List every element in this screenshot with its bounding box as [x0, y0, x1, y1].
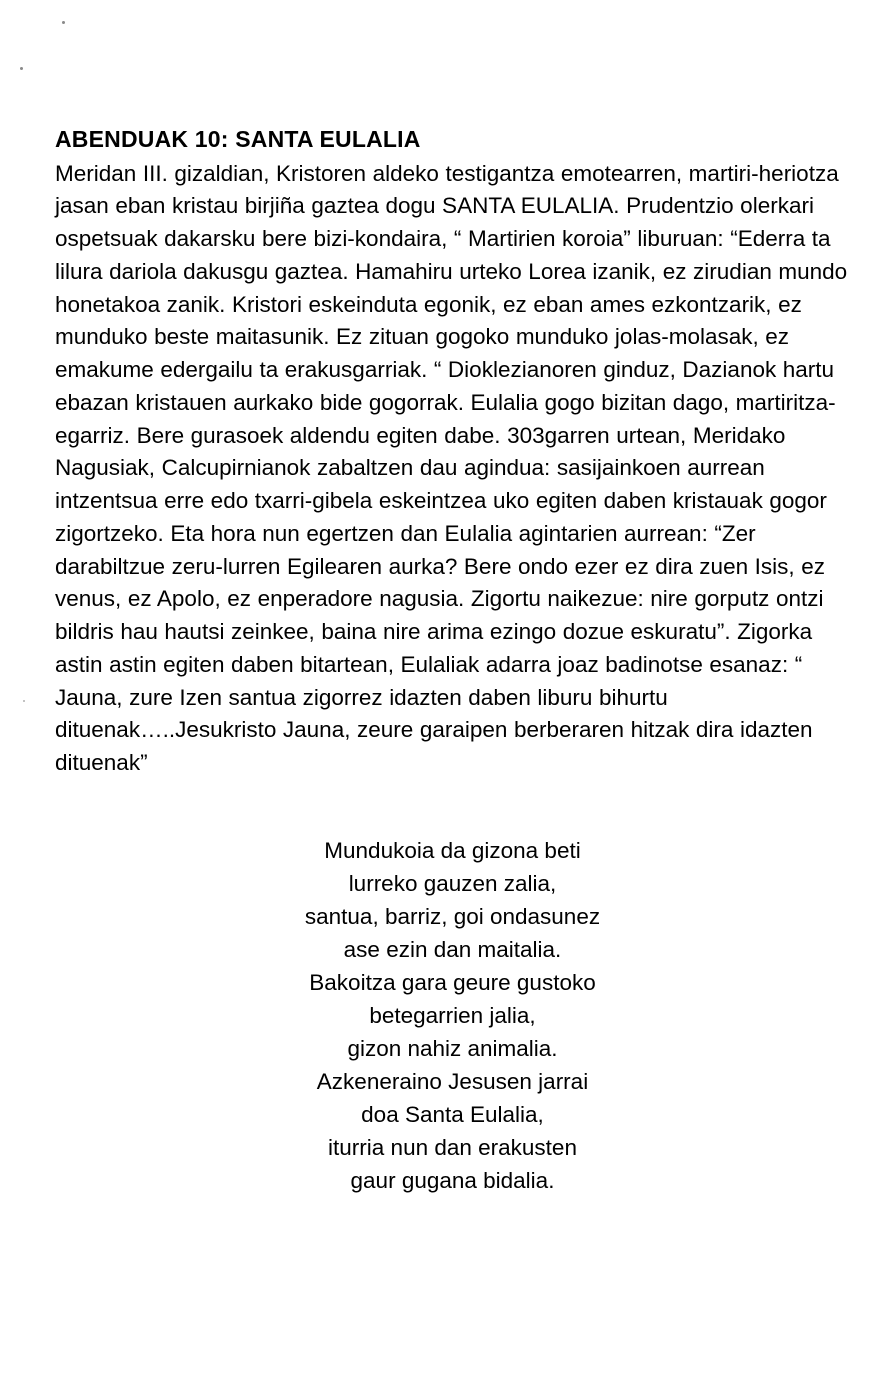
poem-line: Bakoitza gara geure gustoko	[309, 969, 596, 995]
poem-line: gaur gugana bidalia.	[350, 1168, 555, 1194]
body-paragraph: Meridan III. gizaldian, Kristoren aldeko testigantza emotearren, martiri-heriotza jasan eban kristau birjiña gaztea dogu SANTA EULALIA. Prudentzio olerkari ospetsuak dakarsku bere bizi-kondaira, “ Martirien koroia” liburuan: “Ederra ta lilura dariola dakusgu gaztea. Hamahiru urteko Lorea izanik, ez zirudian mundo honetakoa zanik. Kristori eskeinduta egonik, ez eban ames ezkontzarik, ez munduko beste maitasunik. Ez zituan gogoko munduko jolas-molasak, ez emakume edergailu ta erakusgarriak. “ Dioklezianoren ginduz, Dazianok hartu ebazan kristauen aurkako bide gogorrak. Eulalia gogo bizitan dago, martiritza-egarriz. Bere gurasoek aldendu egiten dabe. 303garren urtean, Meridako Nagusiak, Calcupirnianok zabaltzen dau agindua: sasijainkoen aurrean intzentsua erre edo txarri-gibela eskeintzea uko egiten daben kristauak gogor zigortzeko. Eta hora nun egertzen dan Eulalia agintarien aurrean: “Zer darabiltzue zeru-lurren Egilearen aurka? Bere ondo ezer ez dira zuen Isis, ez venus, ez Apolo, ez enperadore nagusia. Zigortu naikezue: nire gorputz ontzi bildris hau hautsi zeinkee, baina nire arima ezingo dozue eskuratu”. Zigorka astin astin egiten daben bitartean, Eulaliak adarra joaz badinotse esanaz: “ Jauna, zure Izen santua zigorrez idazten daben liburu bihurtu dituenak…..Jesukristo Jauna, zeure garaipen berberaren hitzak dira idazten dituenak”	[55, 160, 848, 775]
poem-line: gizon nahiz animalia.	[347, 1036, 558, 1062]
poem-line: lurreko gauzen zalia,	[348, 870, 557, 896]
poem-line: doa Santa Eulalia,	[361, 1102, 544, 1128]
poem-line: santua, barriz, goi ondasunez	[304, 903, 601, 929]
scan-speck-icon	[62, 21, 65, 24]
poem-line: Mundukoia da gizona beti	[324, 837, 581, 863]
poem-line: ase ezin dan maitalia.	[343, 936, 562, 962]
poem-block	[55, 834, 850, 1198]
scan-speck-icon	[20, 67, 23, 70]
poem-line: Azkeneraino Jesusen jarrai	[316, 1069, 589, 1095]
poem-line: iturria nun dan erakusten	[328, 1135, 577, 1161]
scan-speck-icon	[23, 700, 25, 702]
document-content	[55, 125, 850, 1197]
poem-line: betegarrien jalia,	[369, 1003, 536, 1029]
page-title: ABENDUAK 10: SANTA EULALIA	[55, 126, 421, 152]
